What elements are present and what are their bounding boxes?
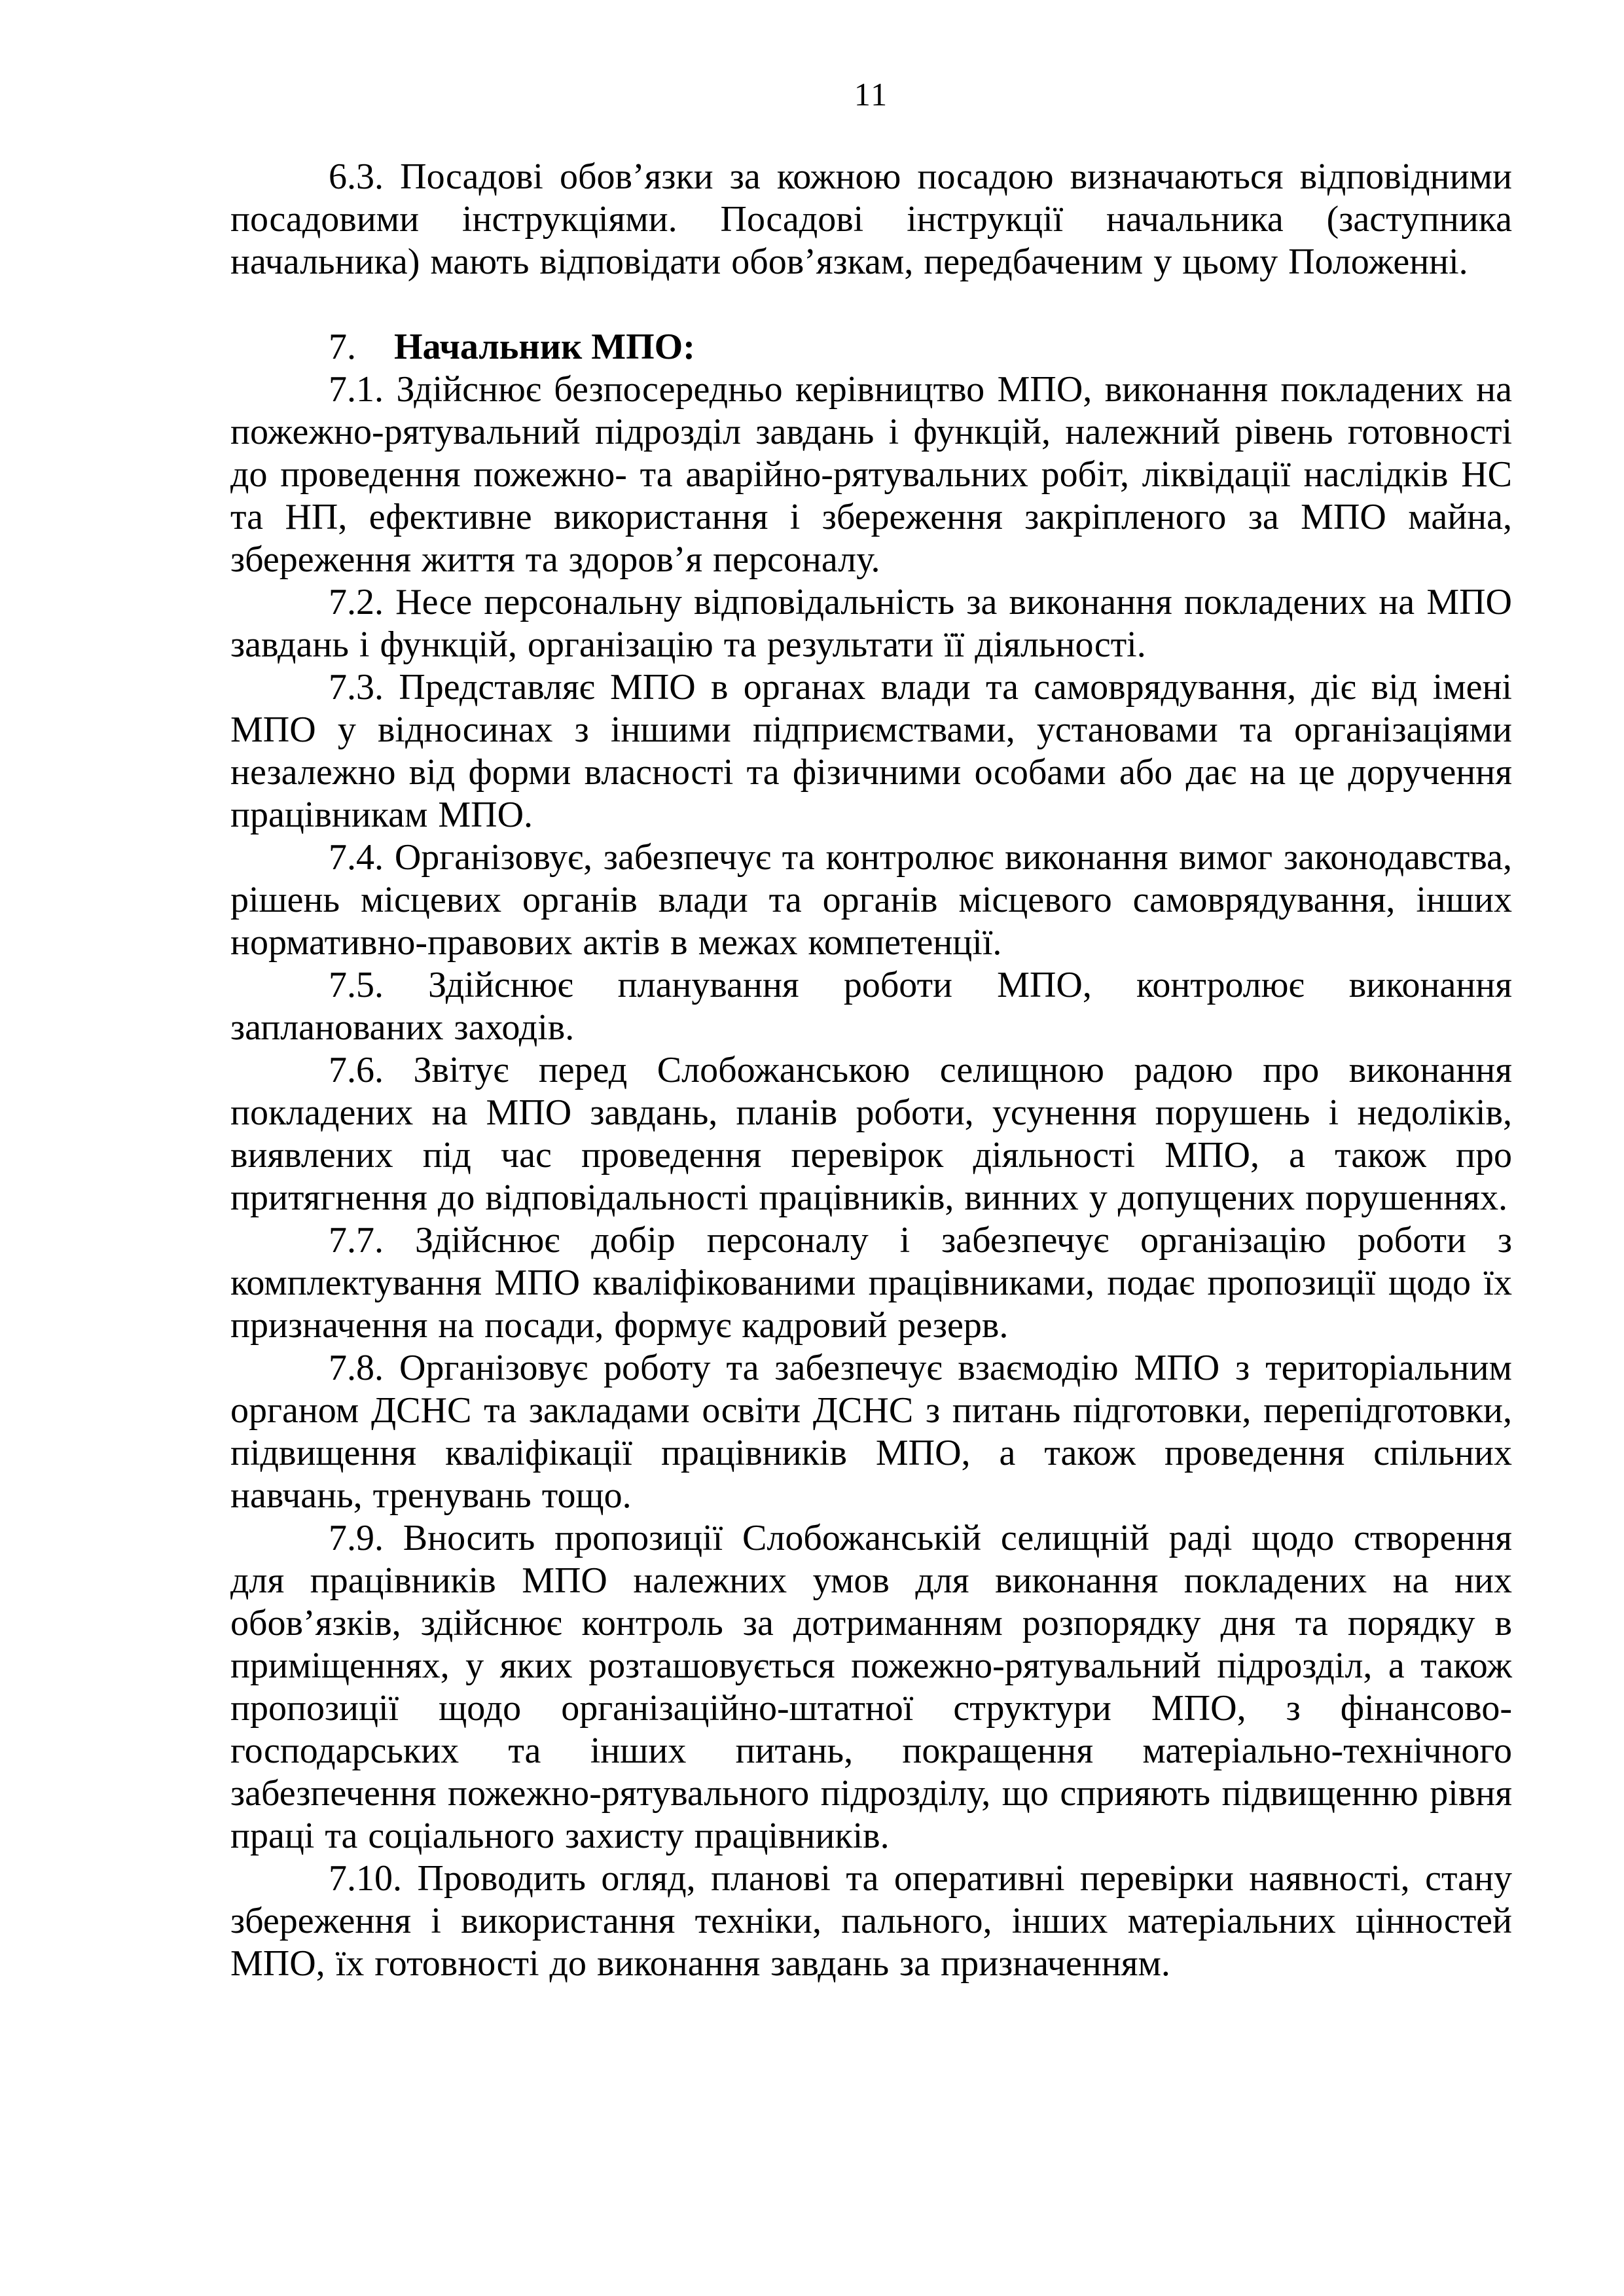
section-7-number: 7. (329, 327, 356, 367)
paragraph-7-3: 7.3. Представляє МПО в органах влади та самоврядування, діє від імені МПО у відносинах з іншими підприємствами, установами та організаціями незалежно від форми власності та фізичними особами або дає на це доручення працівникам МПО. (230, 667, 1512, 835)
paragraph-6-3: 6.3. Посадові обов’язки за кожною посадою визначаються відповідними посадовими інструкціями. Посадові інструкції начальника (заступника начальника) мають відповідати обов’язкам, передбаченим у цьому Положенні. (230, 156, 1512, 282)
paragraph-7-5: 7.5. Здійснює планування роботи МПО, контролює виконання запланованих заходів. (230, 965, 1512, 1048)
paragraph-7-6: 7.6. Звітує перед Слобожанською селищною радою про виконання покладених на МПО завдань, планів роботи, усунення порушень і недоліків, виявлених під час проведення перевірок діяльності МПО, а також про притягнення до відповідальності працівників, винних у допущених порушеннях. (230, 1050, 1512, 1218)
paragraph-7-7: 7.7. Здійснює добір персоналу і забезпечує організацію роботи з комплектування МПО кваліфікованими працівниками, подає пропозиції щодо їх призначення на посади, формує кадровий резерв. (230, 1220, 1512, 1346)
section-7-title: Начальник МПО: (394, 327, 695, 367)
paragraph-7-9: 7.9. Вносить пропозиції Слобожанській селищній раді щодо створення для працівників МПО належних умов для виконання покладених на них обов’язків, здійснює контроль за дотриманням розпорядку дня та порядку в приміщеннях, у яких розташовується пожежно-рятувальний підрозділ, а також пропозиції щодо організаційно-штатної структури МПО, з фінансово-господарських та інших питань, покращення матеріально-технічного забезпечення пожежно-рятувального підрозділу, що сприяють підвищенню рівня праці та соціального захисту працівників. (230, 1518, 1512, 1856)
paragraph-7-4: 7.4. Організовує, забезпечує та контролює виконання вимог законодавства, рішень місцевих органів влади та органів місцевого самоврядування, інших нормативно-правових актів в межах компетенції. (230, 837, 1512, 963)
paragraph-7-10: 7.10. Проводить огляд, планові та оперативні перевірки наявності, стану збереження і використання техніки, пального, інших матеріальних цінностей МПО, їх готовності до виконання завдань за призначенням. (230, 1858, 1512, 1984)
paragraph-7-8: 7.8. Організовує роботу та забезпечує взаємодію МПО з територіальним органом ДСНС та закладами освіти ДСНС з питань підготовки, перепідготовки, підвищення кваліфікації працівників МПО, а також проведення спільних навчань, тренувань тощо. (230, 1348, 1512, 1516)
page-number: 11 (854, 76, 889, 113)
section-7-heading (230, 326, 1512, 368)
document-body (230, 156, 1512, 1985)
paragraph-7-1: 7.1. Здійснює безпосередньо керівництво МПО, виконання покладених на пожежно-рятувальний підрозділ завдань і функцій, належний рівень готовності до проведення пожежно- та аварійно-рятувальних робіт, ліквідації наслідків НС та НП, ефективне використання і збереження закріпленого за МПО майна, збереження життя та здоров’я персоналу. (230, 369, 1512, 580)
paragraph-7-2: 7.2. Несе персональну відповідальність за виконання покладених на МПО завдань і функцій, організацію та результати її діяльності. (230, 582, 1512, 665)
